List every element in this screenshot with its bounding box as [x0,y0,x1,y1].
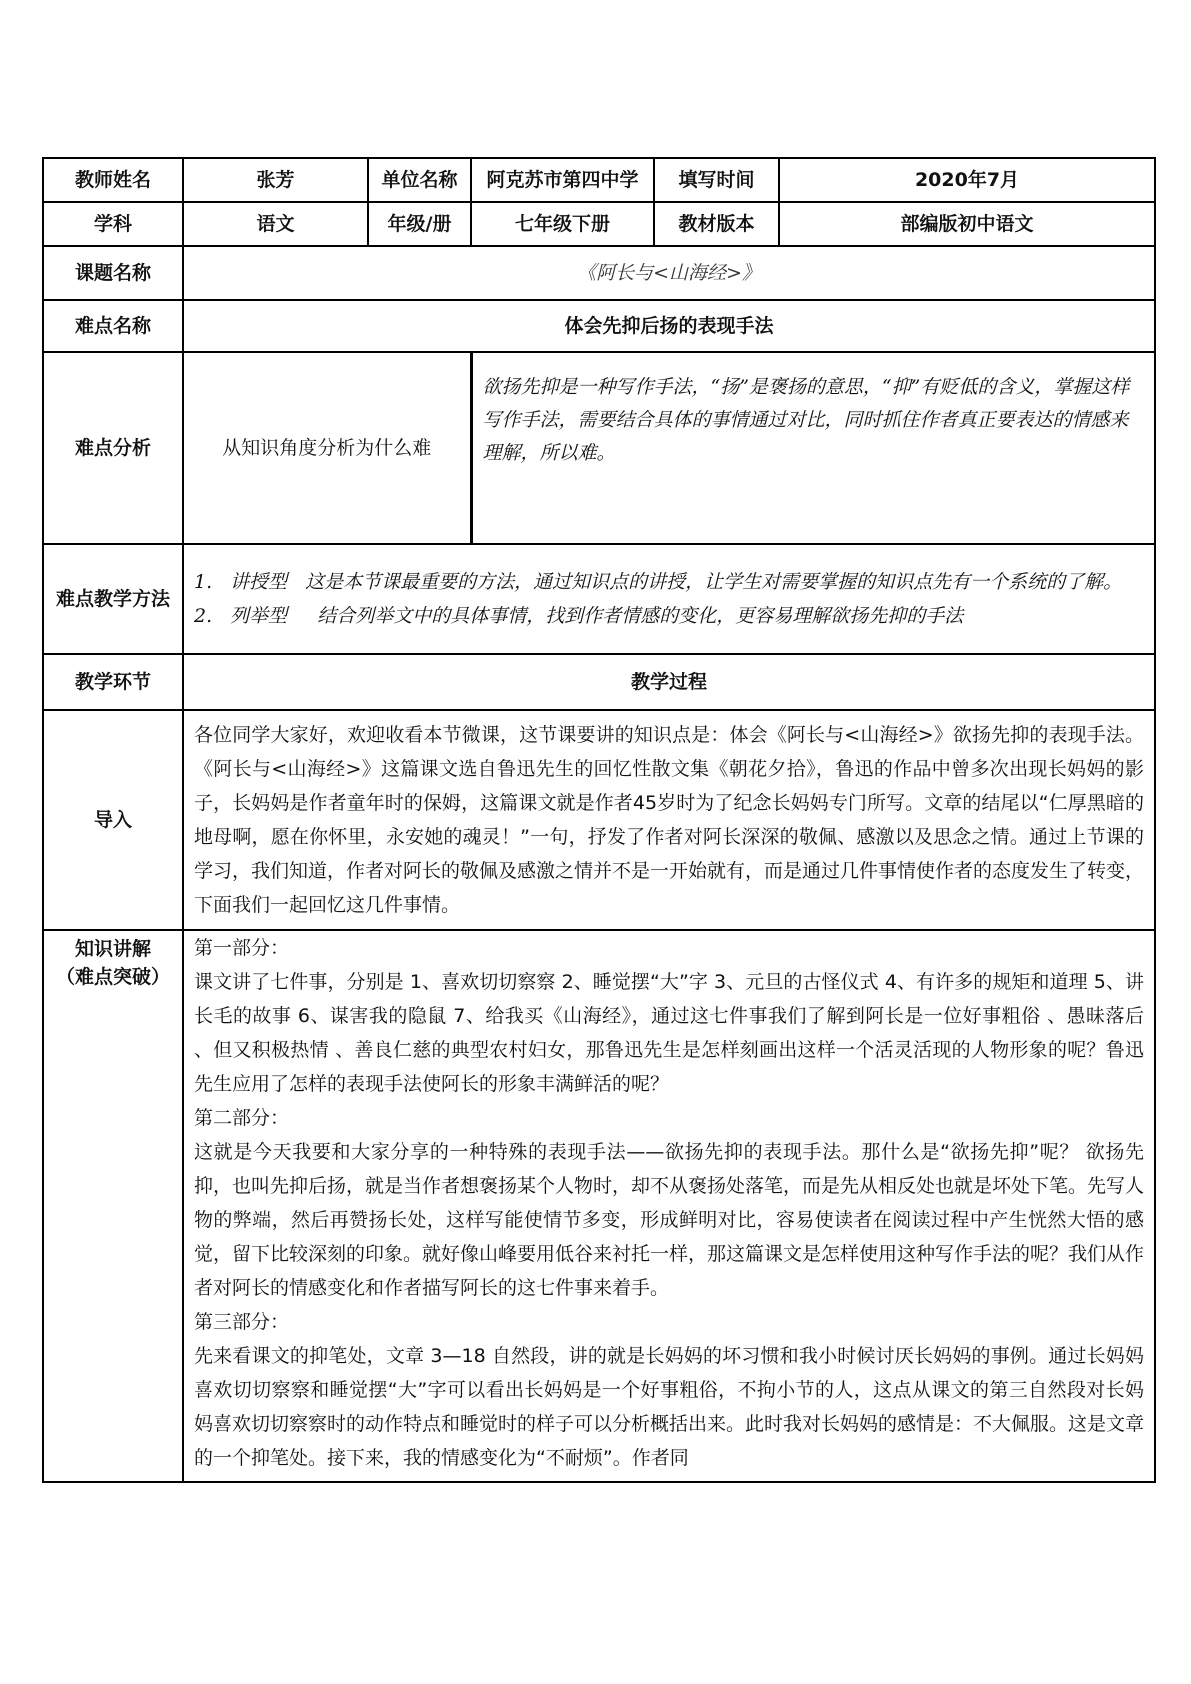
difficulty-row [43,300,1155,352]
method-type: 列举型 [230,605,288,627]
subject-label: 学科 [43,202,183,246]
analysis-label: 难点分析 [43,352,183,544]
method-number: 1. [194,571,213,593]
knowledge-row [43,930,1155,1482]
process-value: 教学过程 [183,654,1155,710]
lesson-plan-table [42,157,1156,1483]
edition-value: 部编版初中语文 [779,202,1155,246]
lesson-plan-sheet [42,157,1154,1483]
time-label: 填写时间 [654,158,779,202]
difficulty-value: 体会先抑后扬的表现手法 [183,300,1155,352]
unit-label: 单位名称 [368,158,471,202]
topic-label: 课题名称 [43,246,183,300]
part1-text: 课文讲了七件事，分别是 1、喜欢切切察察 2、睡觉摆“大”字 3、元旦的古怪仪式 4、有许多的规矩和道理 5、讲长毛的故事 6、谋害我的隐鼠 7、给我买《山海经》，通过这七件事我们了解到阿长是一位好事粗俗 、愚昧落后 、但又积极热情 、善良仁慈的典型农村妇女，那鲁迅先生是怎样刻画出这样一个活灵活现的人物形象的呢？鲁迅先生应用了怎样的表现手法使阿长的形象丰满鲜活的呢？ [194,971,1144,1095]
subject-value: 语文 [183,202,368,246]
edition-label: 教材版本 [654,202,779,246]
method-body [230,565,1122,599]
method-item [194,565,1144,599]
knowledge-label-line2: （难点突破） [55,966,170,988]
intro-label: 导入 [43,710,183,930]
grade-value: 七年级下册 [471,202,654,246]
teacher-value: 张芳 [183,158,368,202]
topic-row [43,246,1155,300]
process-header-row [43,654,1155,710]
intro-row [43,710,1155,930]
methods-row [43,544,1155,654]
time-value: 2020年7月 [779,158,1155,202]
method-body [230,599,963,633]
unit-value: 阿克苏市第四中学 [471,158,654,202]
methods-list [183,544,1155,654]
analysis-sub-label: 从知识角度分析为什么难 [183,352,471,544]
analysis-text: 欲扬先抑是一种写作手法，“扬”是褒扬的意思，“抑”有贬低的含义，掌握这样写作手法，需要结合具体的事情通过对比，同时抓住作者真正要表达的情感来理解，所以难。 [471,352,1155,544]
part2-text: 这就是今天我要和大家分享的一种特殊的表现手法——欲扬先抑的表现手法。那什么是“欲扬先抑”呢？ 欲扬先抑，也叫先抑后扬，就是当作者想褒扬某个人物时，却不从褒扬处落笔，而是先从相反处也就是坏处下笔。先写人物的弊端，然后再赞扬长处，这样写能使情节多变，形成鲜明对比，容易使读者在阅读过程中产生恍然大悟的感觉，留下比较深刻的印象。就好像山峰要用低谷来衬托一样，那这篇课文是怎样使用这种写作手法的呢？我们从作者对阿长的情感变化和作者描写阿长的这七件事来着手。 [194,1141,1145,1299]
header-row-1 [43,158,1155,202]
method-text: 结合列举文中的具体事情，找到作者情感的变化，更容易理解欲扬先抑的手法 [317,605,964,627]
analysis-row [43,352,1155,544]
process-label: 教学环节 [43,654,183,710]
methods-label: 难点教学方法 [43,544,183,654]
knowledge-content [183,930,1155,1482]
part3-text: 先来看课文的抑笔处，文章 3—18 自然段，讲的就是长妈妈的坏习惯和我小时候讨厌长妈妈的事例。通过长妈妈喜欢切切察察和睡觉摆“大”字可以看出长妈妈是一个好事粗俗，不拘小节的人，这点从课文的第三自然段对长妈妈喜欢切切察察时的动作特点和睡觉时的样子可以分析概括出来。此时我对长妈妈的感情是：不大佩服。这是文章的一个抑笔处。接下来，我的情感变化为“不耐烦”。作者同 [194,1345,1145,1469]
difficulty-label: 难点名称 [43,300,183,352]
part3-title: 第三部分： [194,1311,290,1333]
method-text: 这是本节课最重要的方法，通过知识点的讲授，让学生对需要掌握的知识点先有一个系统的了解。 [305,571,1123,593]
method-item [194,599,1144,633]
method-number: 2. [194,605,213,627]
intro-text: 各位同学大家好，欢迎收看本节微课，这节课要讲的知识点是：体会《阿长与<山海经>》欲扬先抑的表现手法。《阿长与<山海经>》这篇课文选自鲁迅先生的回忆性散文集《朝花夕拾》，鲁迅的作品中曾多次出现长妈妈的影子，长妈妈是作者童年时的保姆，这篇课文就是作者45岁时为了纪念长妈妈专门所写。文章的结尾以“仁厚黑暗的地母啊，愿在你怀里，永安她的魂灵！”一句，抒发了作者对阿长深深的敬佩、感激以及思念之情。通过上节课的学习，我们知道，作者对阿长的敬佩及感激之情并不是一开始就有，而是通过几件事情使作者的态度发生了转变，下面我们一起回忆这几件事情。 [183,710,1155,930]
grade-label: 年级/册 [368,202,471,246]
knowledge-label-line1: 知识讲解 [74,938,151,960]
knowledge-label [43,930,183,1482]
topic-value: 《阿长与<山海经>》 [183,246,1155,300]
part2-title: 第二部分： [194,1107,290,1129]
teacher-label: 教师姓名 [43,158,183,202]
method-type: 讲授型 [230,571,288,593]
header-row-2 [43,202,1155,246]
part1-title: 第一部分： [194,937,290,959]
